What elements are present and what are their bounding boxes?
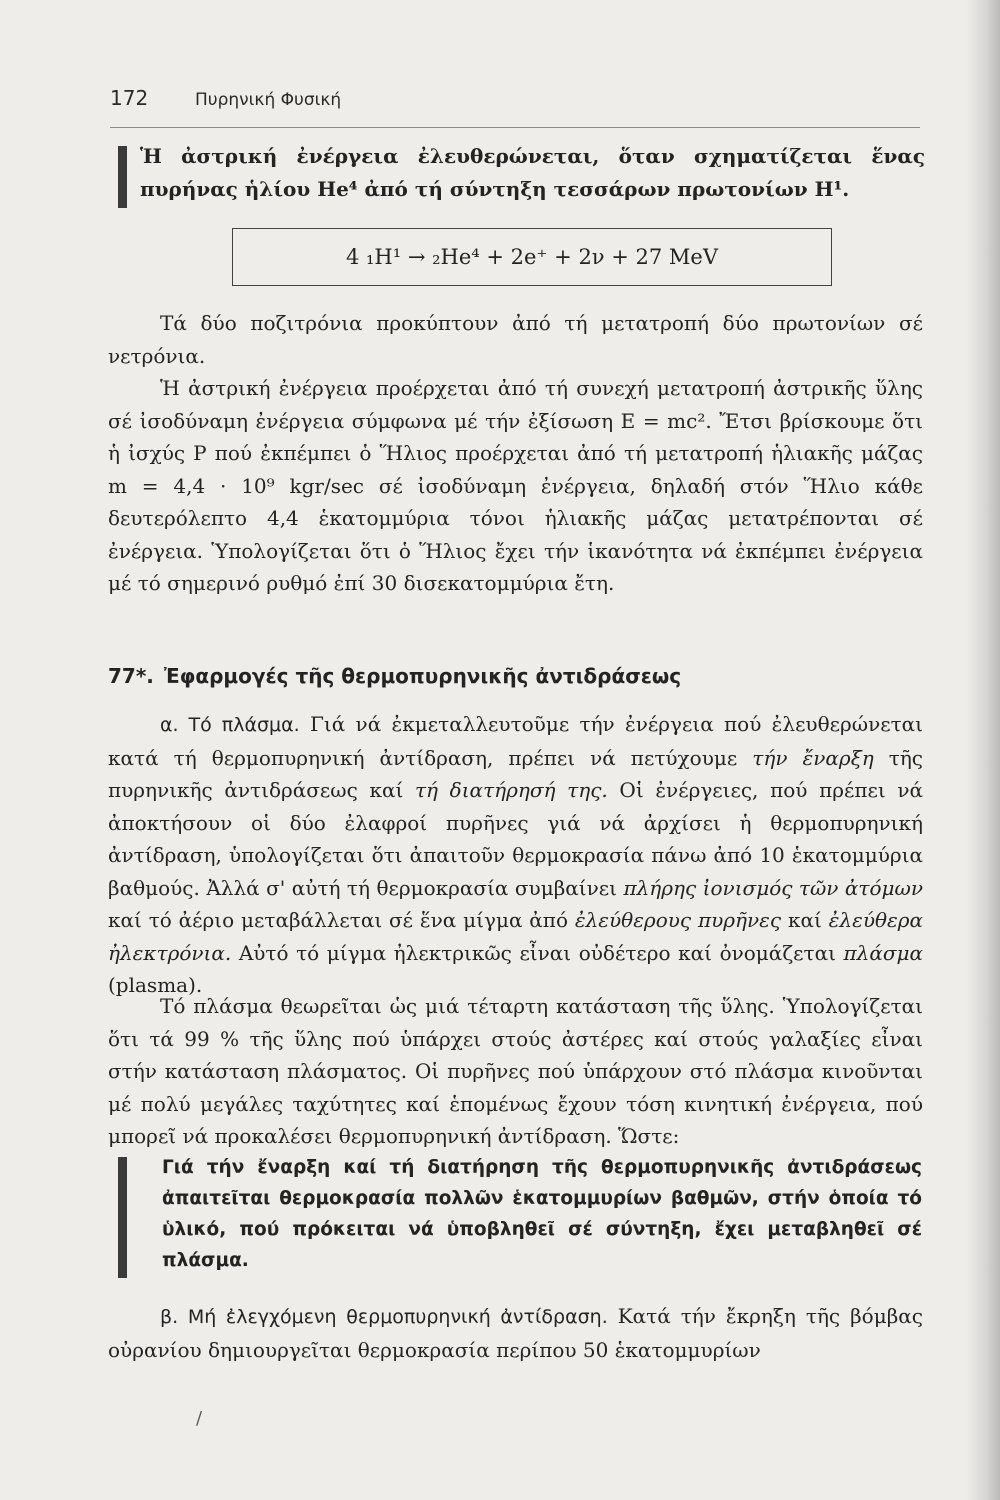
text-run: καί [781,908,829,932]
equation-box [232,228,832,286]
text-run: Οἱ ἐνέργειες, πού πρέπει νά ἀποκτήσουν οἱ δύο ἐλαφροί πυρῆνες γιά νά ἀρχίσει ἡ θερμοπυρηνική ἀντίδραση, ὑπολογίζεται ὅτι ἀπαιτοῦν θερμοκρασία πάνω ἀπό 10 ἑκατομμύρια βαθμούς. Ἀλλά σ' αὐτή τή θερμοκρασία συμβαίνει [108,778,924,900]
paragraph-uncontrolled-reaction [108,1300,923,1366]
highlight-statement-2: Γιά τήν ἔναρξη καί τή διατήρηση τῆς θερμοπυρηνικῆς ἀντιδράσεως ἀπαιτεῖται θερμοκρασία πολλῶν ἑκατομμυρίων βαθμῶν, στήν ὁποία τό ὑλικό, πού πρόκειται νά ὑποβληθεῖ σέ σύντηξη, ἔχει μεταβληθεῖ σέ πλάσμα. [162,1157,922,1271]
subsection-b-label: β. Μή ἐλεγχόμενη θερμοπυρηνική ἀντίδραση. [160,1306,608,1328]
paragraph-plasma-state: Τό πλάσμα θεωρεῖται ὡς μιά τέταρτη κατάσταση τῆς ὕλης. Ὑπολογίζεται ὅτι τά 99 % τῆς ὕλης πού ὑπάρχει στούς ἀστέρες καί στούς γαλαξίες εἶναι στήν κατάσταση πλάσματος. Οἱ πυρῆνες πού ὑπάρχουν στό πλάσμα κινοῦνται μέ πολύ μεγάλες ταχύτητες καί ἑπομένως ἔχουν τόση κινητική ἐνέργεια, πού μπορεῖ νά προκαλέσει θερμοπυρηνική ἀντίδραση. Ὥστε: [108,994,923,1148]
emphasis: ἐλεύθερους πυρῆνες [574,908,782,932]
page-number: 172 [110,86,149,110]
section-number: 77*. [108,664,154,688]
highlight-bar [118,1157,127,1278]
section-title: Ἐφαρμογές τῆς θερμοπυρηνικῆς ἀντιδράσεως [163,664,682,688]
stray-mark: / [196,1408,203,1429]
section-heading [108,664,908,688]
text-run: τῆς πυρηνικῆς ἀντιδράσεως καί [108,745,924,802]
emphasis: τήν ἔναρξη [752,745,874,770]
subsection-a-label: α. Τό πλάσμα. [160,714,300,736]
emphasis: πλήρης ἰονισμός τῶν ἀτόμων [623,875,924,900]
text-run: Αὐτό τό μίγμα ἠλεκτρικῶς εἶναι οὐδέτερο καί ὀνομάζεται [231,940,844,965]
text-run: (plasma). [108,973,203,997]
running-title: Πυρηνική Φυσική [195,90,342,110]
header-rule [110,127,920,128]
highlight-statement-1: Ἡ ἀστρική ἐνέργεια ἐλευθερώνεται, ὅταν σχηματίζεται ἕνας πυρήνας ἡλίου He⁴ ἀπό τή σύντηξη τεσσάρων πρωτονίων H¹. [140,144,925,201]
fusion-equation: 4 ₁H¹ → ₂He⁴ + 2e⁺ + 2ν + 27 MeV [345,245,719,269]
emphasis: τή διατήρησή της. [414,778,608,802]
emphasis: πλάσμα [843,940,923,965]
paragraph-stellar-energy: Ἡ ἀστρική ἐνέργεια προέρχεται ἀπό τή συνεχή μετατροπή ἀστρικῆς ὕλης σέ ἰσοδύναμη ἐνέργεια σύμφωνα μέ τήν ἐξίσωση E = mc². Ἔτσι βρίσκουμε ὅτι ἡ ἰσχύς P πού ἐκπέμπει ὁ Ἥλιος προέρχεται ἀπό τή μετατροπή ἡλιακῆς μάζας m = 4,4 · 10⁹ kgr/sec σέ ἰσοδύναμη ἐνέργεια, δηλαδή στόν Ἥλιο κάθε δευτερόλεπτο 4,4 ἑκατομμύρια τόνοι ἡλιακῆς μάζας μετατρέπονται σέ ἐνέργεια. Ὑπολογίζεται ὅτι ὁ Ἥλιος ἔχει τήν ἱκανότητα νά ἐκπέμπει ἐνέργεια μέ τό σημερινό ρυθμό ἐπί 30 δισεκατομμύρια ἔτη. [108,376,923,595]
paragraph-plasma-intro [108,708,923,1002]
emphasis: ἐλεύθερα ἠλεκτρόνια. [108,908,924,965]
text-run: Γιά νά ἐκμεταλλευτοῦμε τήν ἐνέργεια πού ἐλευθερώνεται κατά τή θερμοπυρηνική ἀντίδραση, πρέπει νά πετύχουμε [108,712,923,770]
paragraph-positrons: Τά δύο ποζιτρόνια προκύπτουν ἀπό τή μετατροπή δύο πρωτονίων σέ νετρόνια. [108,311,923,368]
text-run: Κατά τήν ἔκρηξη τῆς βόμβας οὐρανίου δημιουργεῖται θερμοκρασία περίπου 50 ἑκατομμυρίων [108,1304,923,1362]
text-run: καί τό ἀέριο μεταβάλλεται σέ ἕνα μίγμα ἀπό [108,908,575,932]
highlight-bar [118,146,127,208]
page-spine-shadow [966,0,1000,1500]
